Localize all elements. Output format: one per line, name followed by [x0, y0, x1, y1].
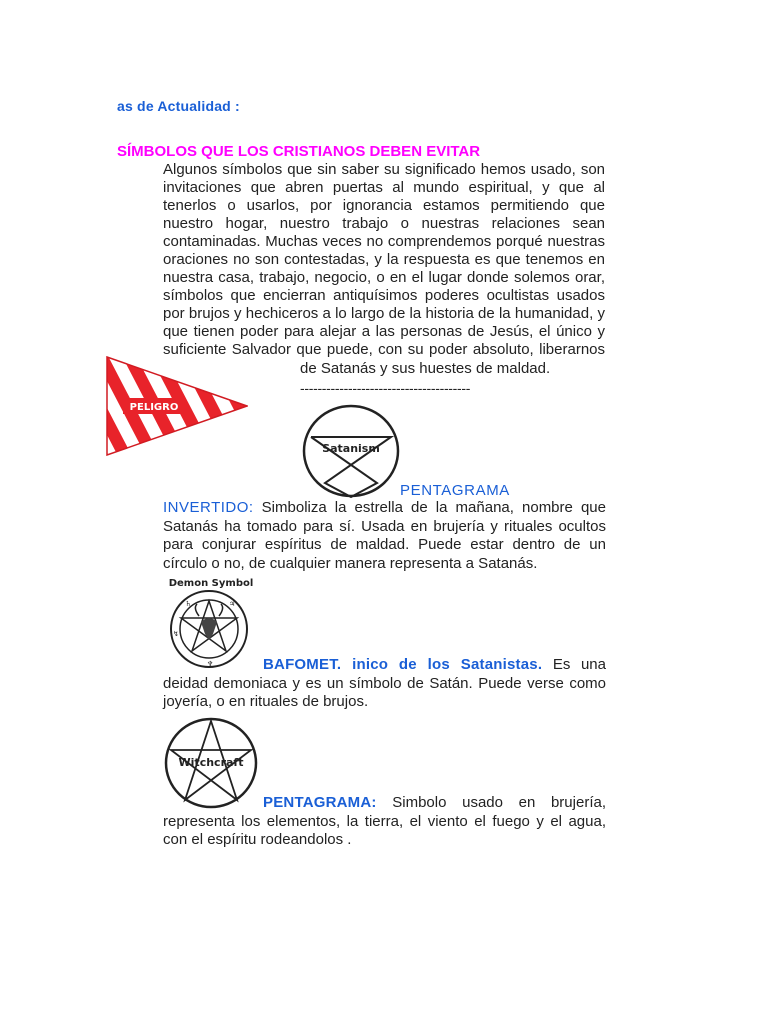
intro-line: tenerlos o usarlos, por ignorancia estamos permitiendo que: [163, 197, 605, 214]
description-line: deidad demoniaca y es un símbolo de Satán. Puede verse como: [163, 674, 606, 692]
description-line: [163, 794, 606, 813]
baphomet-description: [163, 656, 606, 712]
peligro-pennant-icon: [106, 356, 248, 456]
intro-line: por brujos y hechiceros a lo largo de la historia de la humanidad, y: [163, 305, 605, 322]
demon-symbol-label: Demon Symbol: [168, 578, 254, 589]
description-line: con el espíritu rodeandolos .: [163, 831, 352, 848]
intro-line: símbolos que encierran antiquísimos poderes ocultistas usados: [163, 287, 605, 304]
intro-line: oraciones no son contestadas, y la respuesta es que tenemos en: [163, 251, 605, 268]
intro-paragraph: [163, 161, 605, 359]
witchcraft-label: Witchcraft: [178, 756, 244, 769]
baphomet-heading: BAFOMET. inico de los Satanistas.: [263, 656, 543, 673]
description-line: Satanás ha tomado para sí. Usada en brujería y rituales ocultos: [163, 517, 606, 535]
peligro-label: PELIGRO: [129, 402, 179, 413]
separator-line: ---------------------------------------: [300, 380, 471, 396]
inverted-heading: INVERTIDO:: [163, 499, 254, 516]
description-line: [163, 499, 606, 518]
intro-last-line: de Satanás y sus huestes de maldad.: [300, 360, 551, 377]
svg-text:♄: ♄: [185, 600, 192, 608]
description-line: joyería, o en rituales de brujos.: [163, 693, 369, 710]
satanism-label: Satanism: [322, 442, 380, 455]
intro-line: que tienen poder para alejar a las personas de Jesús, el único y: [163, 323, 605, 340]
pentagram-heading-2: PENTAGRAMA:: [263, 794, 377, 811]
intro-line: contaminadas. Muchas veces no comprendemos porqué nuestras: [163, 233, 605, 250]
witchcraft-pentagram-description: [163, 794, 606, 850]
description-line: círculo o no, de cualquier manera representa a Satanás.: [163, 554, 538, 572]
intro-line: invitaciones que abren puertas al mundo espiritual, y que al: [163, 179, 605, 196]
intro-line: suficiente Salvador que puede, con su poder absoluto, liberarnos: [163, 341, 605, 358]
svg-text:↯: ↯: [173, 630, 179, 638]
section-heading: as de Actualidad :: [117, 98, 240, 114]
intro-line: nuestra casa, trabajo, negocio, o en el lugar donde solemos orar,: [163, 269, 605, 286]
intro-line: nuestro hogar, nuestro trabajo o nuestras relaciones sean: [163, 215, 605, 232]
svg-text:♃: ♃: [229, 600, 236, 608]
description-text: Es una: [552, 656, 606, 673]
description-line: para conjurar espíritus de maldad. Puede estar dentro de un: [163, 536, 606, 553]
pentagram-heading: PENTAGRAMA: [400, 482, 510, 499]
inverted-pentagram-description: [163, 499, 606, 573]
intro-line: Algunos símbolos que sin saber su significado hemos usado, son: [163, 161, 605, 178]
description-line: representa los elementos, la tierra, el viento el fuego y el agua,: [163, 812, 606, 830]
article-title: SÍMBOLOS QUE LOS CRISTIANOS DEBEN EVITAR: [117, 143, 481, 160]
inverted-pentagram-icon: [301, 403, 401, 499]
description-line: [163, 656, 606, 675]
description-text: Simboliza la estrella de la mañana, nombre que: [261, 499, 606, 516]
description-text: Simbolo usado en brujería,: [392, 794, 606, 811]
svg-text:♆: ♆: [207, 660, 214, 668]
